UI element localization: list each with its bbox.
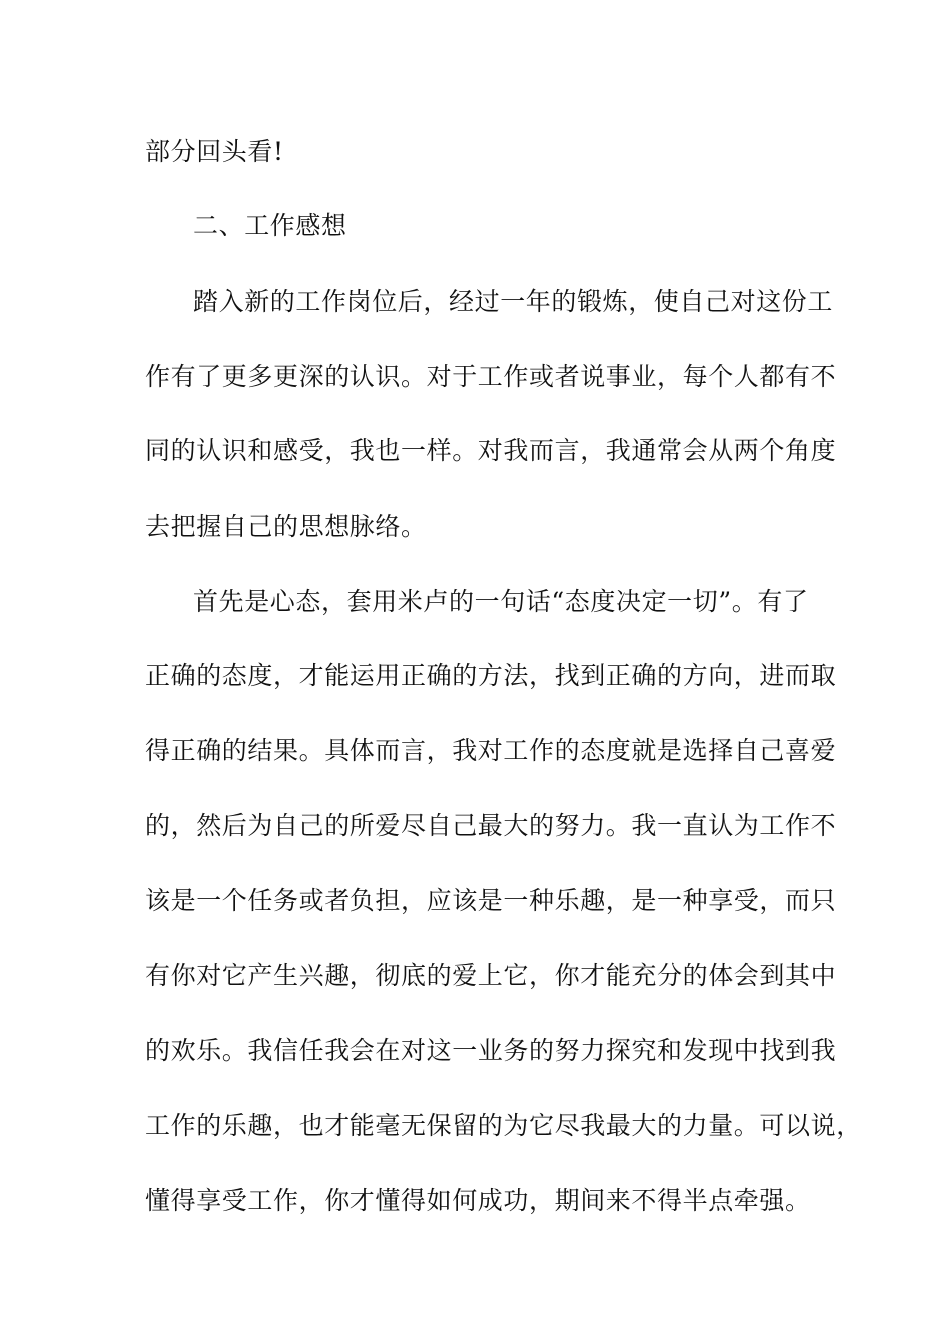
text-line-5: 同的认识和感受，我也一样。对我而言，我通常会从两个角度	[145, 436, 837, 465]
text-line-12: 有你对它产生兴趣，彻底的爱上它，你才能充分的体会到其中	[145, 961, 837, 990]
text-line-6: 去把握自己的思想脉络。	[145, 512, 427, 541]
text-line-3: 踏入新的工作岗位后，经过一年的锻炼，使自己对这份工	[193, 287, 834, 316]
section-heading: 二、工作感想	[193, 211, 347, 240]
text-line-10: 的，然后为自己的所爱尽自己最大的努力。我一直认为工作不	[145, 811, 837, 840]
text-line-7: 首先是心态，套用米卢的一句话“态度决定一切”。有了	[193, 587, 809, 616]
text-line-14: 工作的乐趣，也才能毫无保留的为它尽我最大的力量。可以说，	[145, 1111, 862, 1140]
text-line-8: 正确的态度，才能运用正确的方法，找到正确的方向，进而取	[145, 661, 837, 690]
text-line-4: 作有了更多更深的认识。对于工作或者说事业，每个人都有不	[145, 362, 837, 391]
text-line-11: 该是一个任务或者负担，应该是一种乐趣，是一种享受，而只	[145, 886, 837, 915]
text-line-1: 部分回头看!	[145, 137, 284, 166]
text-line-9: 得正确的结果。具体而言，我对工作的态度就是选择自己喜爱	[145, 736, 837, 765]
text-line-13: 的欢乐。我信任我会在对这一业务的努力探究和发现中找到我	[145, 1036, 837, 1065]
text-line-15: 懂得享受工作，你才懂得如何成功，期间来不得半点牵强。	[145, 1186, 811, 1215]
